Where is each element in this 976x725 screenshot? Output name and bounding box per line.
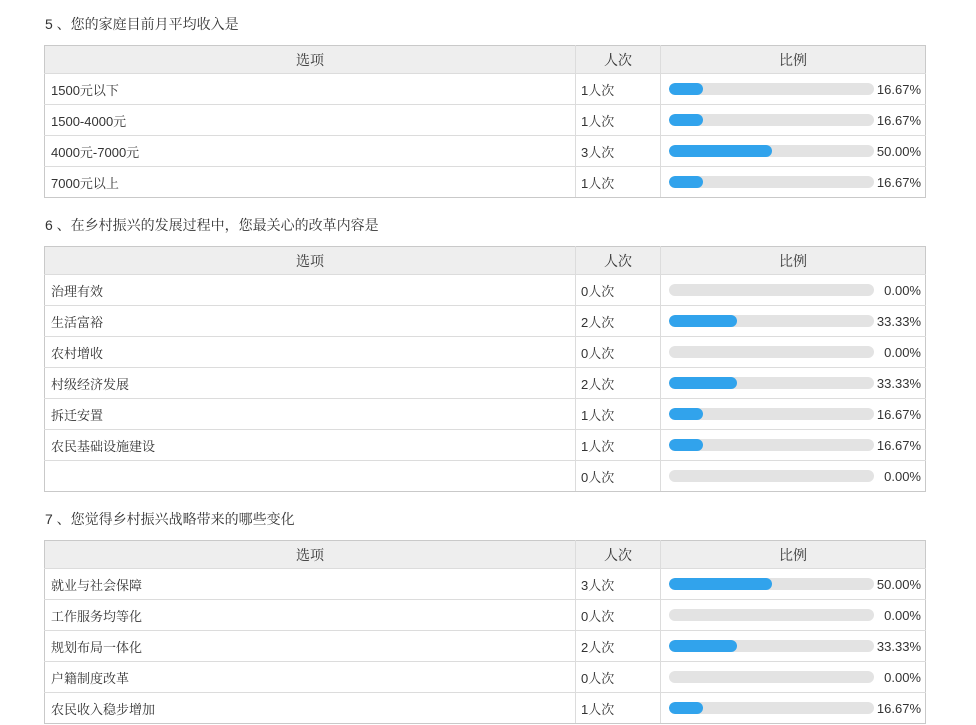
- table-row: [45, 631, 926, 662]
- question-title: 6 、在乡村振兴的发展过程中，您最关心的改革内容是: [45, 217, 379, 233]
- table-body: [45, 569, 926, 724]
- percent-bar-fill: [669, 176, 703, 188]
- column-header-ratio: 比例: [661, 247, 926, 275]
- count-cell: 0人次: [576, 275, 661, 306]
- question-block: [44, 511, 976, 724]
- ratio-cell: [661, 600, 926, 631]
- column-header-ratio: 比例: [661, 541, 926, 569]
- option-cell: 生活富裕: [45, 306, 576, 337]
- percent-bar-track: [669, 609, 874, 621]
- percent-bar-track: [669, 346, 874, 358]
- count-cell: 1人次: [576, 693, 661, 724]
- option-cell: 农村增收: [45, 337, 576, 368]
- percent-bar-group: [661, 82, 925, 97]
- percent-label: 0.00%: [884, 282, 921, 298]
- column-header-option: 选项: [45, 46, 576, 74]
- ratio-cell: [661, 337, 926, 368]
- count-cell: 0人次: [576, 662, 661, 693]
- percent-label: 16.67%: [876, 700, 921, 716]
- table-row: [45, 600, 926, 631]
- option-cell: 工作服务均等化: [45, 600, 576, 631]
- column-header-ratio: 比例: [661, 46, 926, 74]
- count-cell: 2人次: [576, 368, 661, 399]
- ratio-cell: [661, 631, 926, 662]
- option-cell: 1500元以下: [45, 74, 576, 105]
- stats-table: [44, 45, 926, 198]
- option-cell: [45, 461, 576, 492]
- count-cell: 1人次: [576, 105, 661, 136]
- count-cell: 0人次: [576, 600, 661, 631]
- percent-bar-fill: [669, 83, 703, 95]
- percent-label: 16.67%: [876, 174, 921, 190]
- percent-bar-group: [661, 113, 925, 128]
- percent-bar-group: [661, 376, 925, 391]
- ratio-cell: [661, 136, 926, 167]
- percent-bar-track: [669, 114, 874, 126]
- table-body: [45, 275, 926, 492]
- question-title: 7 、您觉得乡村振兴战略带来的哪些变化: [45, 511, 295, 527]
- ratio-cell: [661, 461, 926, 492]
- percent-bar-group: [661, 438, 925, 453]
- stats-table: [44, 246, 926, 492]
- percent-bar-track: [669, 640, 874, 652]
- percent-bar-group: [661, 407, 925, 422]
- count-cell: 2人次: [576, 306, 661, 337]
- percent-bar-fill: [669, 315, 737, 327]
- percent-bar-fill: [669, 702, 703, 714]
- table-row: [45, 167, 926, 198]
- percent-bar-group: [661, 283, 925, 298]
- count-cell: 3人次: [576, 569, 661, 600]
- percent-bar-fill: [669, 439, 703, 451]
- option-cell: 农民收入稳步增加: [45, 693, 576, 724]
- percent-label: 33.33%: [876, 375, 921, 391]
- table-row: [45, 662, 926, 693]
- count-cell: 1人次: [576, 167, 661, 198]
- percent-bar-track: [669, 377, 874, 389]
- ratio-cell: [661, 167, 926, 198]
- percent-bar-group: [661, 144, 925, 159]
- option-cell: 7000元以上: [45, 167, 576, 198]
- option-cell: 规划布局一体化: [45, 631, 576, 662]
- percent-bar-group: [661, 608, 925, 623]
- percent-label: 33.33%: [876, 313, 921, 329]
- percent-label: 50.00%: [876, 143, 921, 159]
- ratio-cell: [661, 569, 926, 600]
- option-cell: 就业与社会保障: [45, 569, 576, 600]
- column-header-count: 人次: [576, 247, 661, 275]
- ratio-cell: [661, 74, 926, 105]
- percent-label: 33.33%: [876, 638, 921, 654]
- table-row: [45, 399, 926, 430]
- table-row: [45, 105, 926, 136]
- option-cell: 农民基础设施建设: [45, 430, 576, 461]
- percent-bar-fill: [669, 114, 703, 126]
- stats-table: [44, 540, 926, 724]
- percent-bar-track: [669, 176, 874, 188]
- count-cell: 1人次: [576, 74, 661, 105]
- percent-bar-track: [669, 671, 874, 683]
- table-header-row: [45, 247, 926, 275]
- column-header-count: 人次: [576, 46, 661, 74]
- option-cell: 拆迁安置: [45, 399, 576, 430]
- ratio-cell: [661, 693, 926, 724]
- percent-bar-group: [661, 469, 925, 484]
- column-header-count: 人次: [576, 541, 661, 569]
- ratio-cell: [661, 430, 926, 461]
- table-row: [45, 693, 926, 724]
- percent-bar-fill: [669, 145, 772, 157]
- question-title: 5 、您的家庭目前月平均收入是: [45, 16, 239, 32]
- count-cell: 1人次: [576, 430, 661, 461]
- percent-bar-group: [661, 314, 925, 329]
- percent-label: 0.00%: [884, 669, 921, 685]
- table-body: [45, 74, 926, 198]
- percent-label: 0.00%: [884, 344, 921, 360]
- percent-bar-group: [661, 639, 925, 654]
- ratio-cell: [661, 306, 926, 337]
- count-cell: 1人次: [576, 399, 661, 430]
- ratio-cell: [661, 368, 926, 399]
- count-cell: 0人次: [576, 461, 661, 492]
- percent-bar-fill: [669, 640, 737, 652]
- table-header-row: [45, 541, 926, 569]
- question-block: [44, 16, 976, 198]
- ratio-cell: [661, 275, 926, 306]
- table-row: [45, 368, 926, 399]
- percent-bar-track: [669, 470, 874, 482]
- percent-label: 16.67%: [876, 81, 921, 97]
- ratio-cell: [661, 399, 926, 430]
- option-cell: 1500-4000元: [45, 105, 576, 136]
- percent-label: 16.67%: [876, 437, 921, 453]
- percent-bar-group: [661, 345, 925, 360]
- percent-bar-group: [661, 175, 925, 190]
- percent-bar-track: [669, 145, 874, 157]
- percent-bar-group: [661, 670, 925, 685]
- percent-bar-track: [669, 83, 874, 95]
- percent-bar-track: [669, 284, 874, 296]
- table-row: [45, 461, 926, 492]
- percent-bar-fill: [669, 377, 737, 389]
- table-row: [45, 306, 926, 337]
- table-row: [45, 136, 926, 167]
- percent-bar-track: [669, 439, 874, 451]
- count-cell: 0人次: [576, 337, 661, 368]
- option-cell: 治理有效: [45, 275, 576, 306]
- percent-label: 16.67%: [876, 406, 921, 422]
- table-row: [45, 569, 926, 600]
- table-row: [45, 430, 926, 461]
- percent-label: 50.00%: [876, 576, 921, 592]
- percent-bar-track: [669, 408, 874, 420]
- percent-bar-track: [669, 578, 874, 590]
- percent-bar-fill: [669, 578, 772, 590]
- percent-label: 16.67%: [876, 112, 921, 128]
- table-row: [45, 275, 926, 306]
- count-cell: 3人次: [576, 136, 661, 167]
- percent-bar-track: [669, 315, 874, 327]
- percent-bar-fill: [669, 408, 703, 420]
- table-header-row: [45, 46, 926, 74]
- ratio-cell: [661, 662, 926, 693]
- column-header-option: 选项: [45, 247, 576, 275]
- option-cell: 4000元-7000元: [45, 136, 576, 167]
- column-header-option: 选项: [45, 541, 576, 569]
- count-cell: 2人次: [576, 631, 661, 662]
- percent-bar-group: [661, 701, 925, 716]
- table-row: [45, 74, 926, 105]
- percent-bar-group: [661, 577, 925, 592]
- percent-label: 0.00%: [884, 607, 921, 623]
- question-block: [44, 217, 976, 492]
- option-cell: 村级经济发展: [45, 368, 576, 399]
- percent-label: 0.00%: [884, 468, 921, 484]
- percent-bar-track: [669, 702, 874, 714]
- option-cell: 户籍制度改革: [45, 662, 576, 693]
- ratio-cell: [661, 105, 926, 136]
- table-row: [45, 337, 926, 368]
